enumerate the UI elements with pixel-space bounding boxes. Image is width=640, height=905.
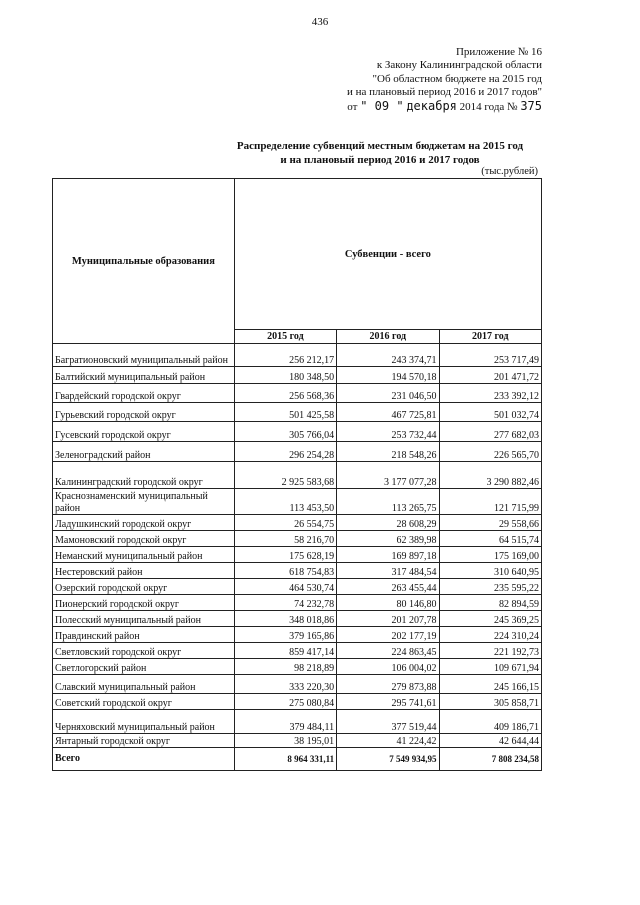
value-2016: 467 725,81	[337, 403, 439, 422]
value-2015: 379 165,86	[234, 627, 336, 643]
value-2017: 42 644,44	[439, 734, 541, 748]
appendix-line: Приложение № 16	[455, 46, 542, 58]
value-2016: 106 004,02	[337, 659, 439, 675]
table-body	[53, 344, 542, 748]
table-row	[53, 403, 542, 422]
value-2015: 113 453,50	[234, 489, 336, 515]
value-2015: 38 195,01	[234, 734, 336, 748]
table-row	[53, 367, 542, 384]
table-row	[53, 710, 542, 734]
value-2015: 348 018,86	[234, 611, 336, 627]
appendix-line: и на плановый период 2016 и 2017 годов"	[346, 86, 542, 99]
table-row	[53, 384, 542, 403]
value-2016: 194 570,18	[337, 367, 439, 384]
total-label: Всего	[53, 748, 235, 771]
value-2016: 263 455,44	[337, 579, 439, 595]
municipality-name: Гусевский городской округ	[53, 422, 235, 442]
municipality-name: Краснознаменский муниципальный район	[53, 489, 235, 515]
value-2017: 221 192,73	[439, 643, 541, 659]
appendix-line: к Закону Калининградской области	[376, 59, 542, 72]
value-2016: 279 873,88	[337, 675, 439, 694]
law-date-line	[347, 100, 542, 114]
municipality-name: Гвардейский городской округ	[53, 384, 235, 403]
appendix-block	[347, 46, 542, 114]
value-2015: 74 232,78	[234, 595, 336, 611]
value-2015: 379 484,11	[234, 710, 336, 734]
value-2015: 256 568,36	[234, 384, 336, 403]
table-row	[53, 515, 542, 531]
value-2016: 202 177,19	[337, 627, 439, 643]
total-2015: 8 964 331,11	[234, 748, 336, 771]
value-2015: 501 425,58	[234, 403, 336, 422]
header-municipalities: Муниципальные образования	[53, 179, 235, 344]
value-2016: 224 863,45	[337, 643, 439, 659]
municipality-name: Неманский муниципальный район	[53, 547, 235, 563]
value-2016: 62 389,98	[337, 531, 439, 547]
municipality-name: Багратионовский муниципальный район	[53, 344, 235, 367]
value-2015: 464 530,74	[234, 579, 336, 595]
value-2015: 180 348,50	[234, 367, 336, 384]
table-row	[53, 531, 542, 547]
table-row	[53, 694, 542, 710]
municipality-name: Зеленоградский район	[53, 442, 235, 462]
law-month: декабря	[406, 98, 457, 113]
value-2017: 235 595,22	[439, 579, 541, 595]
value-2016: 218 548,26	[337, 442, 439, 462]
table-row	[53, 627, 542, 643]
municipality-name: Балтийский муниципальный район	[53, 367, 235, 384]
year-label: 2014 года №	[459, 100, 518, 113]
value-2015: 98 218,89	[234, 659, 336, 675]
table-row	[53, 579, 542, 595]
value-2015: 175 628,19	[234, 547, 336, 563]
municipality-name: Правдинский район	[53, 627, 235, 643]
title-line: Распределение субвенций местным бюджетам на 2015 год	[236, 140, 524, 152]
table-row	[53, 442, 542, 462]
subsidies-table	[52, 178, 542, 771]
table-row	[53, 422, 542, 442]
municipality-name: Гурьевский городской округ	[53, 403, 235, 422]
municipality-name: Пионерский городской округ	[53, 595, 235, 611]
municipality-name: Ладушкинский городской округ	[53, 515, 235, 531]
value-2016: 113 265,75	[337, 489, 439, 515]
value-2016: 28 608,29	[337, 515, 439, 531]
value-2016: 231 046,50	[337, 384, 439, 403]
value-2016: 253 732,44	[337, 422, 439, 442]
municipality-name: Калининградский городской округ	[53, 462, 235, 489]
municipality-name: Озерский городской округ	[53, 579, 235, 595]
value-2017: 82 894,59	[439, 595, 541, 611]
header-year: 2017 год	[439, 330, 541, 344]
value-2017: 109 671,94	[439, 659, 541, 675]
value-2017: 121 715,99	[439, 489, 541, 515]
value-2016: 295 741,61	[337, 694, 439, 710]
municipality-name: Мамоновский городской округ	[53, 531, 235, 547]
municipality-name: Светлогорский район	[53, 659, 235, 675]
municipality-name: Советский городской округ	[53, 694, 235, 710]
value-2017: 201 471,72	[439, 367, 541, 384]
value-2017: 226 565,70	[439, 442, 541, 462]
law-day: " 09 "	[360, 98, 404, 113]
municipality-name: Янтарный городской округ	[53, 734, 235, 748]
value-2015: 859 417,14	[234, 643, 336, 659]
table-row	[53, 611, 542, 627]
header-subsidies-total: Субвенции - всего	[234, 179, 541, 330]
value-2017: 224 310,24	[439, 627, 541, 643]
total-2017: 7 808 234,58	[439, 748, 541, 771]
value-2015: 256 212,17	[234, 344, 336, 367]
value-2016: 243 374,71	[337, 344, 439, 367]
value-2015: 275 080,84	[234, 694, 336, 710]
from-label: от	[347, 100, 358, 113]
municipality-name: Черняховский муниципальный район	[53, 710, 235, 734]
header-year: 2016 год	[337, 330, 439, 344]
value-2016: 80 146,80	[337, 595, 439, 611]
municipality-name: Нестеровский район	[53, 563, 235, 579]
value-2017: 305 858,71	[439, 694, 541, 710]
value-2016: 41 224,42	[337, 734, 439, 748]
value-2017: 245 166,15	[439, 675, 541, 694]
municipality-name: Полесский муниципальный район	[53, 611, 235, 627]
appendix-line: "Об областном бюджете на 2015 год	[372, 72, 542, 85]
value-2016: 317 484,54	[337, 563, 439, 579]
value-2017: 175 169,00	[439, 547, 541, 563]
table-row	[53, 734, 542, 748]
value-2015: 26 554,75	[234, 515, 336, 531]
value-2017: 3 290 882,46	[439, 462, 541, 489]
table-row	[53, 595, 542, 611]
value-2015: 2 925 583,68	[234, 462, 336, 489]
value-2017: 501 032,74	[439, 403, 541, 422]
value-2015: 58 216,70	[234, 531, 336, 547]
law-number: 375	[520, 98, 542, 113]
value-2016: 3 177 077,28	[337, 462, 439, 489]
header-year: 2015 год	[234, 330, 336, 344]
title-line: и на плановый период 2016 и 2017 годов	[280, 153, 480, 166]
document-title	[200, 140, 560, 167]
table-row	[53, 659, 542, 675]
municipality-name: Светловский городской округ	[53, 643, 235, 659]
value-2017: 253 717,49	[439, 344, 541, 367]
table-row	[53, 489, 542, 515]
table-row	[53, 675, 542, 694]
value-2015: 296 254,28	[234, 442, 336, 462]
value-2017: 233 392,12	[439, 384, 541, 403]
value-2017: 310 640,95	[439, 563, 541, 579]
value-2015: 305 766,04	[234, 422, 336, 442]
value-2017: 64 515,74	[439, 531, 541, 547]
table-row	[53, 344, 542, 367]
total-2016: 7 549 934,95	[337, 748, 439, 771]
table-row	[53, 547, 542, 563]
value-2016: 201 207,78	[337, 611, 439, 627]
value-2015: 333 220,30	[234, 675, 336, 694]
value-2016: 377 519,44	[337, 710, 439, 734]
value-2015: 618 754,83	[234, 563, 336, 579]
value-2017: 277 682,03	[439, 422, 541, 442]
municipality-name: Славский муниципальный район	[53, 675, 235, 694]
table-row	[53, 643, 542, 659]
total-row	[53, 748, 542, 771]
value-2017: 245 369,25	[439, 611, 541, 627]
value-2017: 409 186,71	[439, 710, 541, 734]
units-label: (тыс.рублей)	[481, 166, 538, 177]
value-2017: 29 558,66	[439, 515, 541, 531]
table-row	[53, 462, 542, 489]
value-2016: 169 897,18	[337, 547, 439, 563]
page-number: 436	[311, 16, 329, 28]
table-row	[53, 563, 542, 579]
